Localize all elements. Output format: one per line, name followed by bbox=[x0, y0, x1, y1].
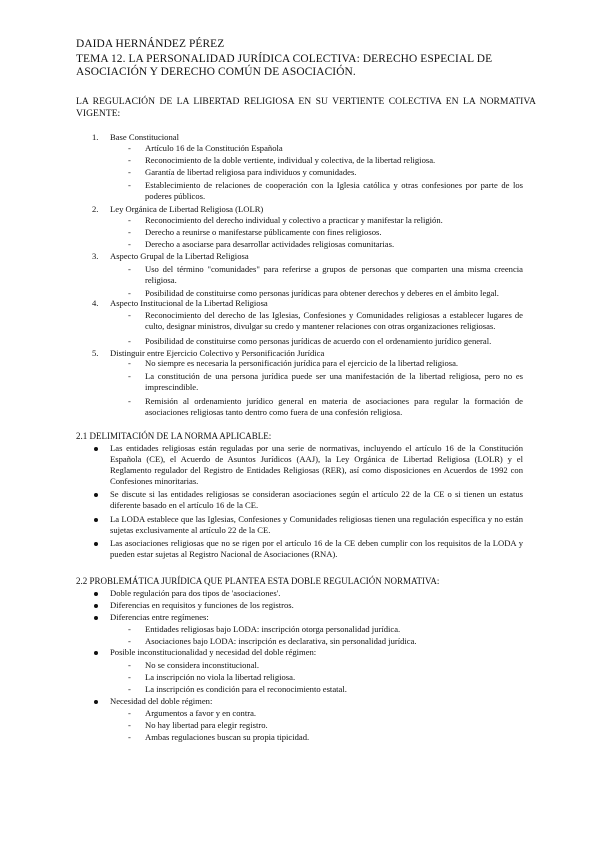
bullet-dot bbox=[94, 518, 98, 522]
section-2-2-heading: 2.2 PROBLEMÁTICA JURÍDICA QUE PLANTEA ESTA DOBLE REGULACIÓN NORMATIVA: bbox=[76, 576, 440, 586]
outline-item: Posibilidad de constituirse como personas jurídicas de acuerdo con el ordenamiento jurídico general. bbox=[145, 336, 492, 346]
outline-item: Derecho a asociarse para desarrollar actividades religiosas comunitarias. bbox=[145, 239, 395, 249]
dash-marker: - bbox=[128, 396, 131, 406]
outline-number: 3. bbox=[92, 251, 99, 261]
outline-title: Aspecto Institucional de la Libertad Religiosa bbox=[110, 298, 268, 308]
outline-item: Posibilidad de constituirse como personas jurídicas para obtener derechos y deberes en el ámbito legal. bbox=[145, 288, 499, 298]
dash-marker: - bbox=[128, 180, 131, 190]
dash-marker: - bbox=[128, 720, 131, 730]
document-title-line-2: ASOCIACIÓN Y DERECHO COMÚN DE ASOCIACIÓN. bbox=[76, 66, 356, 78]
dash-marker: - bbox=[128, 167, 131, 177]
outline-item: Reconocimiento del derecho individual y colectivo a practicar y manifestar la religión. bbox=[145, 215, 443, 225]
dash-marker: - bbox=[128, 371, 131, 381]
list-item: Las entidades religiosas están reguladas por una serie de normativas, incluyendo el artículo 16 de la Constitución Española (CE), el Acuerdo de Asuntos Jurídicos (AAJ), la Ley Orgánica de Libertad Religiosa (LOLR) y el Reglamento regulador del Registro de Entidades Religiosas (RER), así como disposiciones en Acuerdos de 1992 con Confesiones minoritarias. bbox=[110, 443, 523, 486]
bullet-dot bbox=[94, 592, 98, 596]
sub-item: Asociaciones bajo LODA: inscripción es declarativa, sin personalidad jurídica. bbox=[145, 636, 417, 646]
list-item: Doble regulación para dos tipos de 'asociaciones'. bbox=[110, 588, 281, 598]
outline-item: Establecimiento de relaciones de cooperación con la Iglesia católica y otras confesiones por parte de los poderes públicos. bbox=[145, 180, 523, 201]
dash-marker: - bbox=[128, 264, 131, 274]
author-name: DAIDA HERNÁNDEZ PÉREZ bbox=[76, 38, 225, 50]
list-item: Necesidad del doble régimen: bbox=[110, 696, 213, 706]
dash-marker: - bbox=[128, 732, 131, 742]
dash-marker: - bbox=[128, 624, 131, 634]
sub-item: La inscripción no viola la libertad religiosa. bbox=[145, 672, 296, 682]
dash-marker: - bbox=[128, 672, 131, 682]
outline-number: 5. bbox=[92, 348, 99, 358]
bullet-dot bbox=[94, 651, 98, 655]
outline-title: Distinguir entre Ejercicio Colectivo y Personificación Jurídica bbox=[110, 348, 325, 358]
outline-item: Artículo 16 de la Constitución Española bbox=[145, 143, 283, 153]
sub-item: Entidades religiosas bajo LODA: inscripción otorga personalidad jurídica. bbox=[145, 624, 401, 634]
section-2-1-heading: 2.1 DELIMITACIÓN DE LA NORMA APLICABLE: bbox=[76, 431, 272, 441]
bullet-dot bbox=[94, 542, 98, 546]
sub-item: No hay libertad para elegir registro. bbox=[145, 720, 268, 730]
dash-marker: - bbox=[128, 310, 131, 320]
outline-number: 2. bbox=[92, 204, 99, 214]
dash-marker: - bbox=[128, 708, 131, 718]
intro-heading-line-1: LA REGULACIÓN DE LA LIBERTAD RELIGIOSA EN SU VERTIENTE COLECTIVA EN LA NORMATIVA bbox=[76, 96, 536, 107]
dash-marker: - bbox=[128, 358, 131, 368]
dash-marker: - bbox=[128, 288, 131, 298]
dash-marker: - bbox=[128, 239, 131, 249]
dash-marker: - bbox=[128, 227, 131, 237]
dash-marker: - bbox=[128, 660, 131, 670]
dash-marker: - bbox=[128, 636, 131, 646]
list-item: Diferencias en requisitos y funciones de los registros. bbox=[110, 600, 294, 610]
bullet-dot bbox=[94, 616, 98, 620]
outline-item: La constitución de una persona jurídica puede ser una manifestación de la libertad religiosa, pero no es imprescindible. bbox=[145, 371, 523, 392]
list-item: Se discute si las entidades religiosas se consideran asociaciones según el artículo 22 de la CE o si tienen un estatus diferente basado en el artículo 16 de la CE. bbox=[110, 489, 523, 510]
document-title-line-1: TEMA 12. LA PERSONALIDAD JURÍDICA COLECTIVA: DERECHO ESPECIAL DE bbox=[76, 53, 493, 65]
list-item: La LODA establece que las Iglesias, Confesiones y Comunidades religiosas tienen una regulación específica y no están sujetas exclusivamente al artículo 22 de la CE. bbox=[110, 514, 523, 535]
dash-marker: - bbox=[128, 143, 131, 153]
bullet-dot bbox=[94, 493, 98, 497]
outline-title: Aspecto Grupal de la Libertad Religiosa bbox=[110, 251, 249, 261]
outline-title: Ley Orgánica de Libertad Religiosa (LOLR) bbox=[110, 204, 264, 214]
bullet-dot bbox=[94, 604, 98, 608]
intro-heading-line-2: VIGENTE: bbox=[76, 108, 121, 119]
list-item: Posible inconstitucionalidad y necesidad del doble régimen: bbox=[110, 647, 317, 657]
dash-marker: - bbox=[128, 336, 131, 346]
list-item: Las asociaciones religiosas que no se rigen por el artículo 16 de la CE deben cumplir con los requisitos de la LODA y pueden estar sujetas al Registro Nacional de Asociaciones (RNA). bbox=[110, 538, 523, 559]
sub-item: No se considera inconstitucional. bbox=[145, 660, 260, 670]
dash-marker: - bbox=[128, 215, 131, 225]
list-item: Diferencias entre regímenes: bbox=[110, 612, 209, 622]
outline-number: 1. bbox=[92, 132, 99, 142]
dash-marker: - bbox=[128, 684, 131, 694]
sub-item: La inscripción es condición para el reconocimiento estatal. bbox=[145, 684, 347, 694]
outline-item: Garantía de libertad religiosa para individuos y comunidades. bbox=[145, 167, 357, 177]
dash-marker: - bbox=[128, 155, 131, 165]
bullet-dot bbox=[94, 700, 98, 704]
sub-item: Ambas regulaciones buscan su propia tipicidad. bbox=[145, 732, 310, 742]
outline-item: Uso del término "comunidades" para referirse a grupos de personas que comparten una misma creencia religiosa. bbox=[145, 264, 523, 285]
outline-item: Reconocimiento de la doble vertiente, individual y colectiva, de la libertad religiosa. bbox=[145, 155, 436, 165]
bullet-dot bbox=[94, 447, 98, 451]
outline-item: Reconocimiento del derecho de las Iglesias, Confesiones y Comunidades religiosas a establecer lugares de culto, designar ministros, divulgar su credo y mantener relaciones con otras organizaciones religiosas. bbox=[145, 310, 523, 331]
outline-item: No siempre es necesaria la personificación jurídica para el ejercicio de la libertad religiosa. bbox=[145, 358, 459, 368]
outline-item: Remisión al ordenamiento jurídico general en materia de asociaciones para regular la formación de asociaciones religiosas tanto dentro como fuera de una confesión religiosa. bbox=[145, 396, 523, 417]
outline-title: Base Constitucional bbox=[110, 132, 179, 142]
outline-item: Derecho a reunirse o manifestarse públicamente con fines religiosos. bbox=[145, 227, 382, 237]
sub-item: Argumentos a favor y en contra. bbox=[145, 708, 257, 718]
outline-number: 4. bbox=[92, 298, 99, 308]
